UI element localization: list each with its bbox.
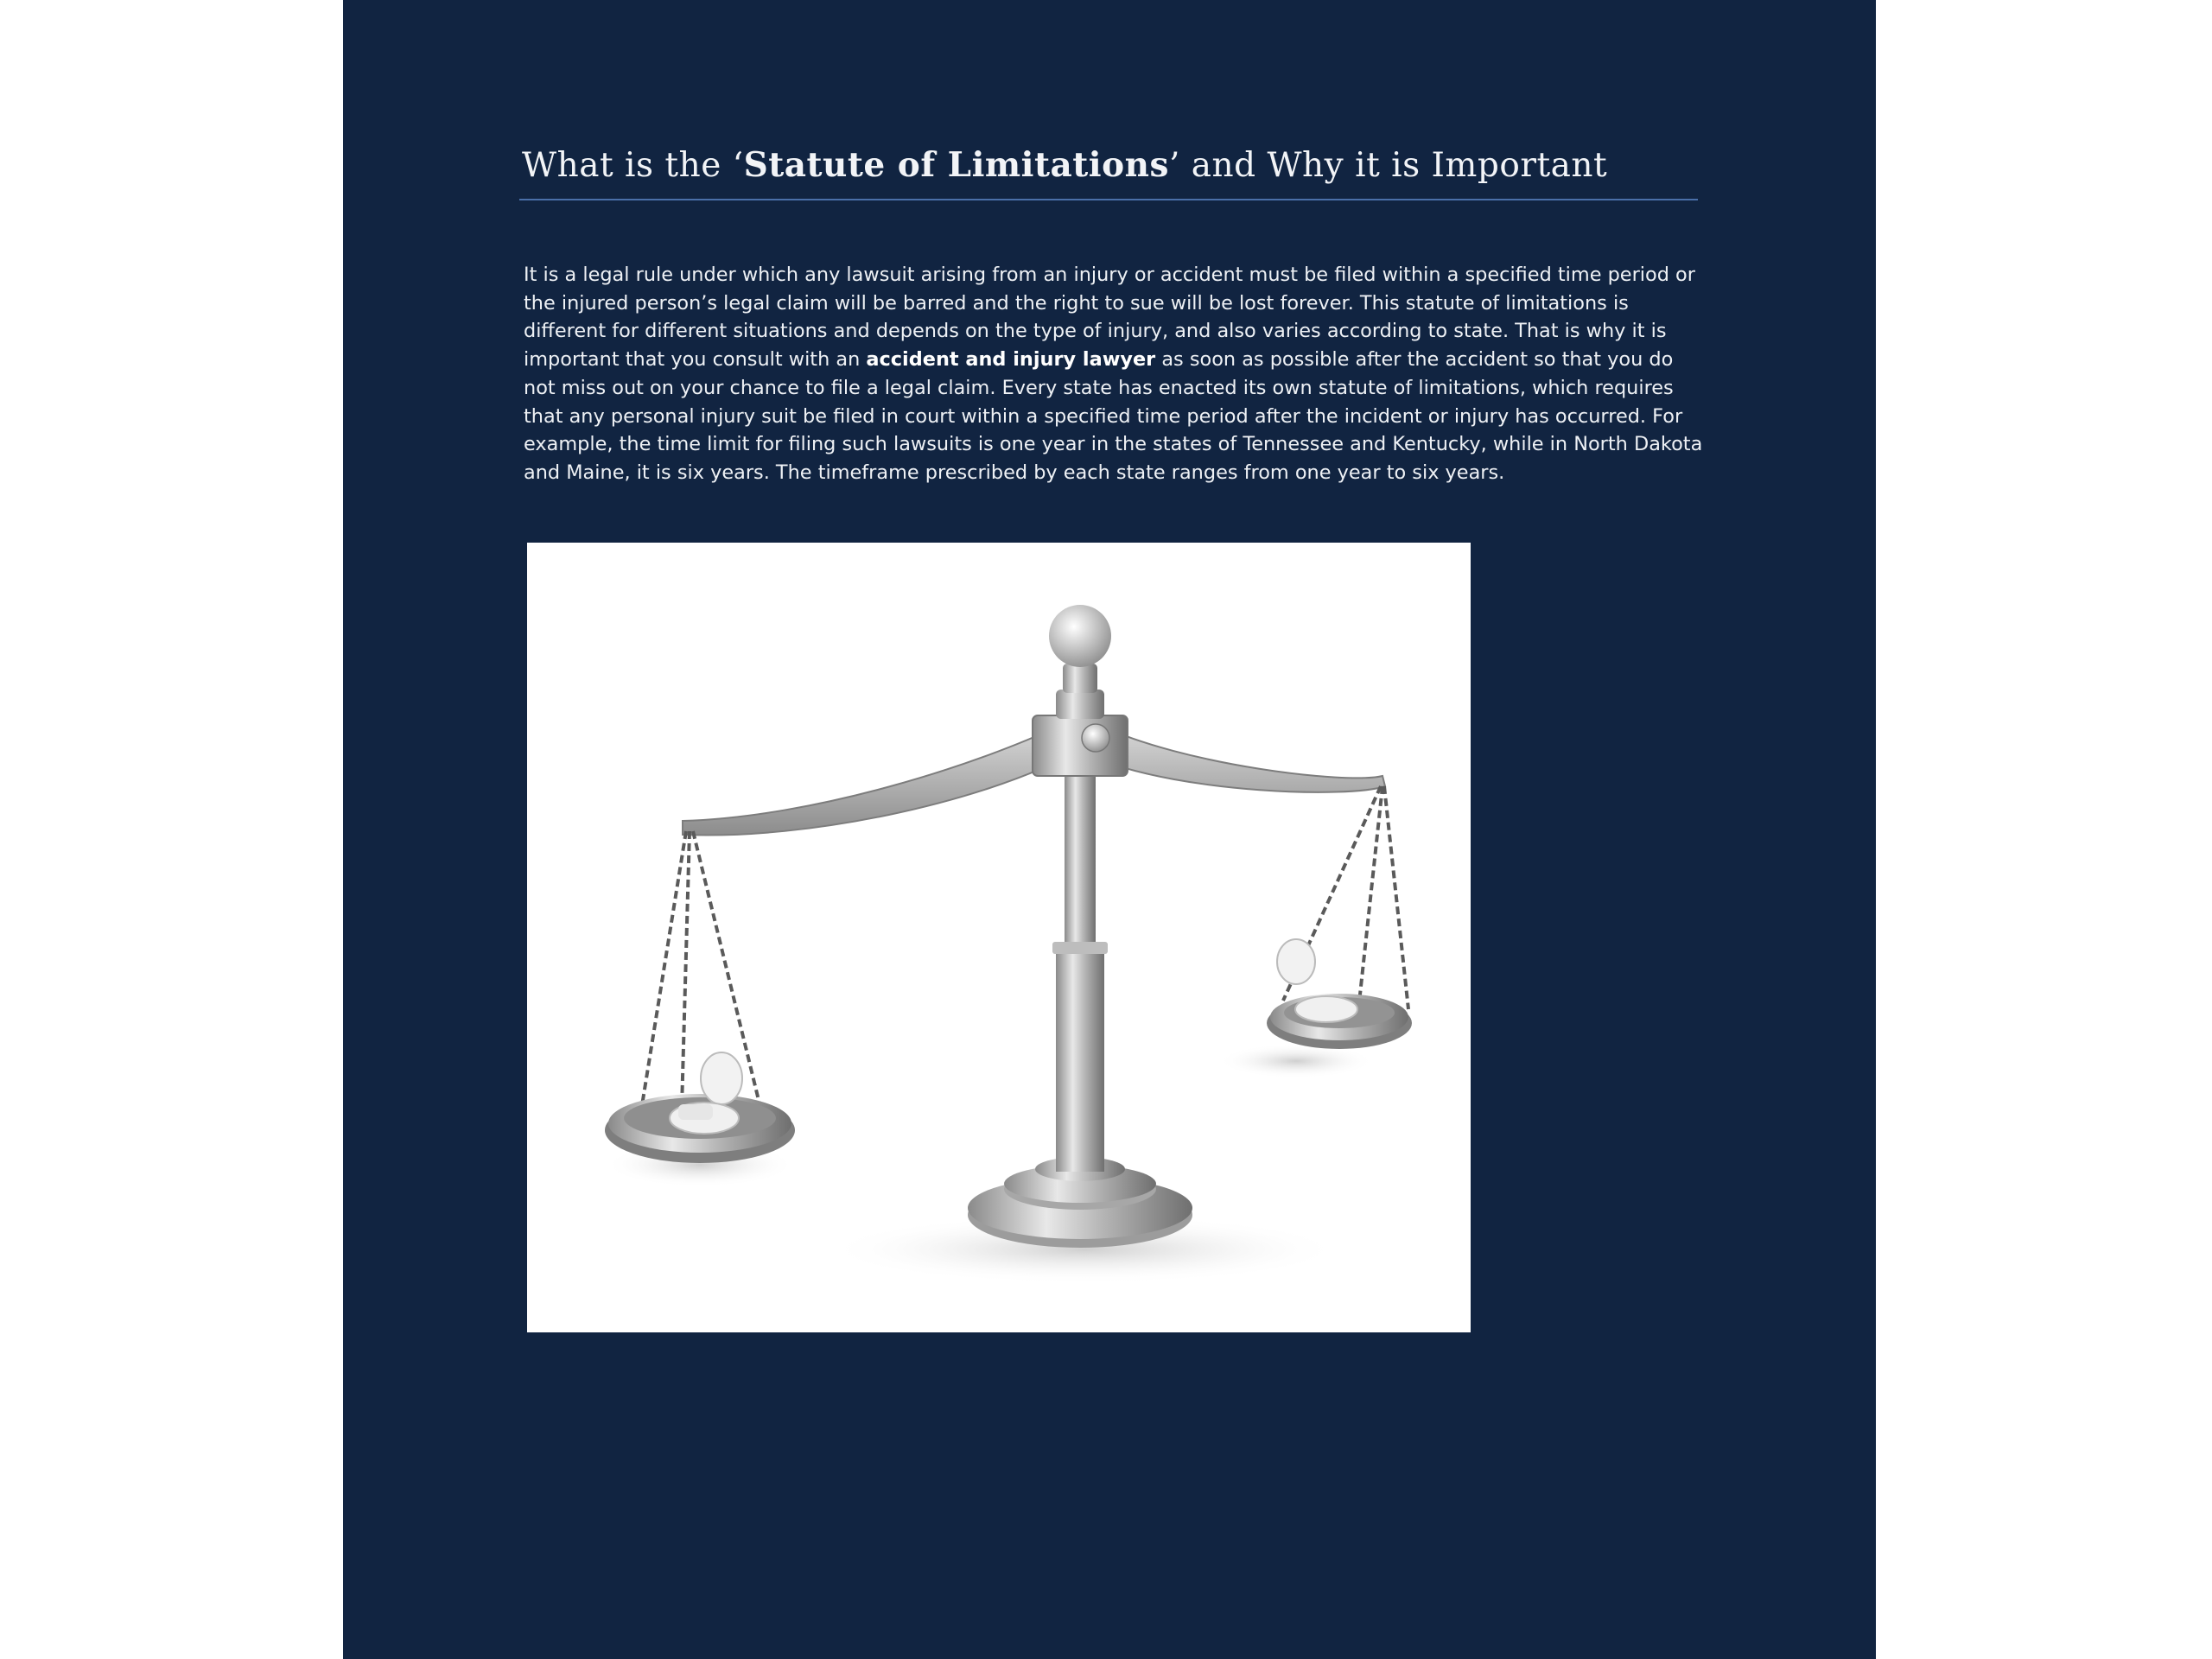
balance-scale-icon	[527, 543, 1471, 1332]
title-underline-divider	[519, 199, 1698, 200]
title-prefix: What is the ‘	[522, 146, 744, 185]
paragraph-text-part1: It is a legal rule under which any lawsuit arising from an injury or accident must be filed within a specified time period or the injured person’s legal claim will be barred and the right to sue will be lost forever. This statute of limitations is different for different situations and depends on the type of injury, and also varies according to state. That is why it is important that you consult with an	[524, 264, 1695, 372]
title-bold-term: Statute of Limitations	[743, 145, 1169, 185]
scales-of-justice-image	[527, 543, 1471, 1332]
title-suffix: ’ and Why it is Important	[1168, 146, 1608, 185]
body-paragraph	[524, 261, 1707, 487]
paragraph-text-part2: as soon as possible after the accident so that you do not miss out on your chance to file a legal claim. Every state has enacted its own statute of limitations, which requires that any personal injury suit be filed in court within a specified time period after the incident or injury has occurred. For example, the time limit for filing such lawsuits is one year in the states of Tennessee and Kentucky, while in North Dakota and Maine, it is six years. The timeframe prescribed by each state ranges from one year to six years.	[524, 348, 1703, 484]
page-title	[522, 145, 1607, 185]
accident-injury-lawyer-text: accident and injury lawyer	[866, 348, 1156, 372]
document-page	[343, 0, 1876, 1659]
